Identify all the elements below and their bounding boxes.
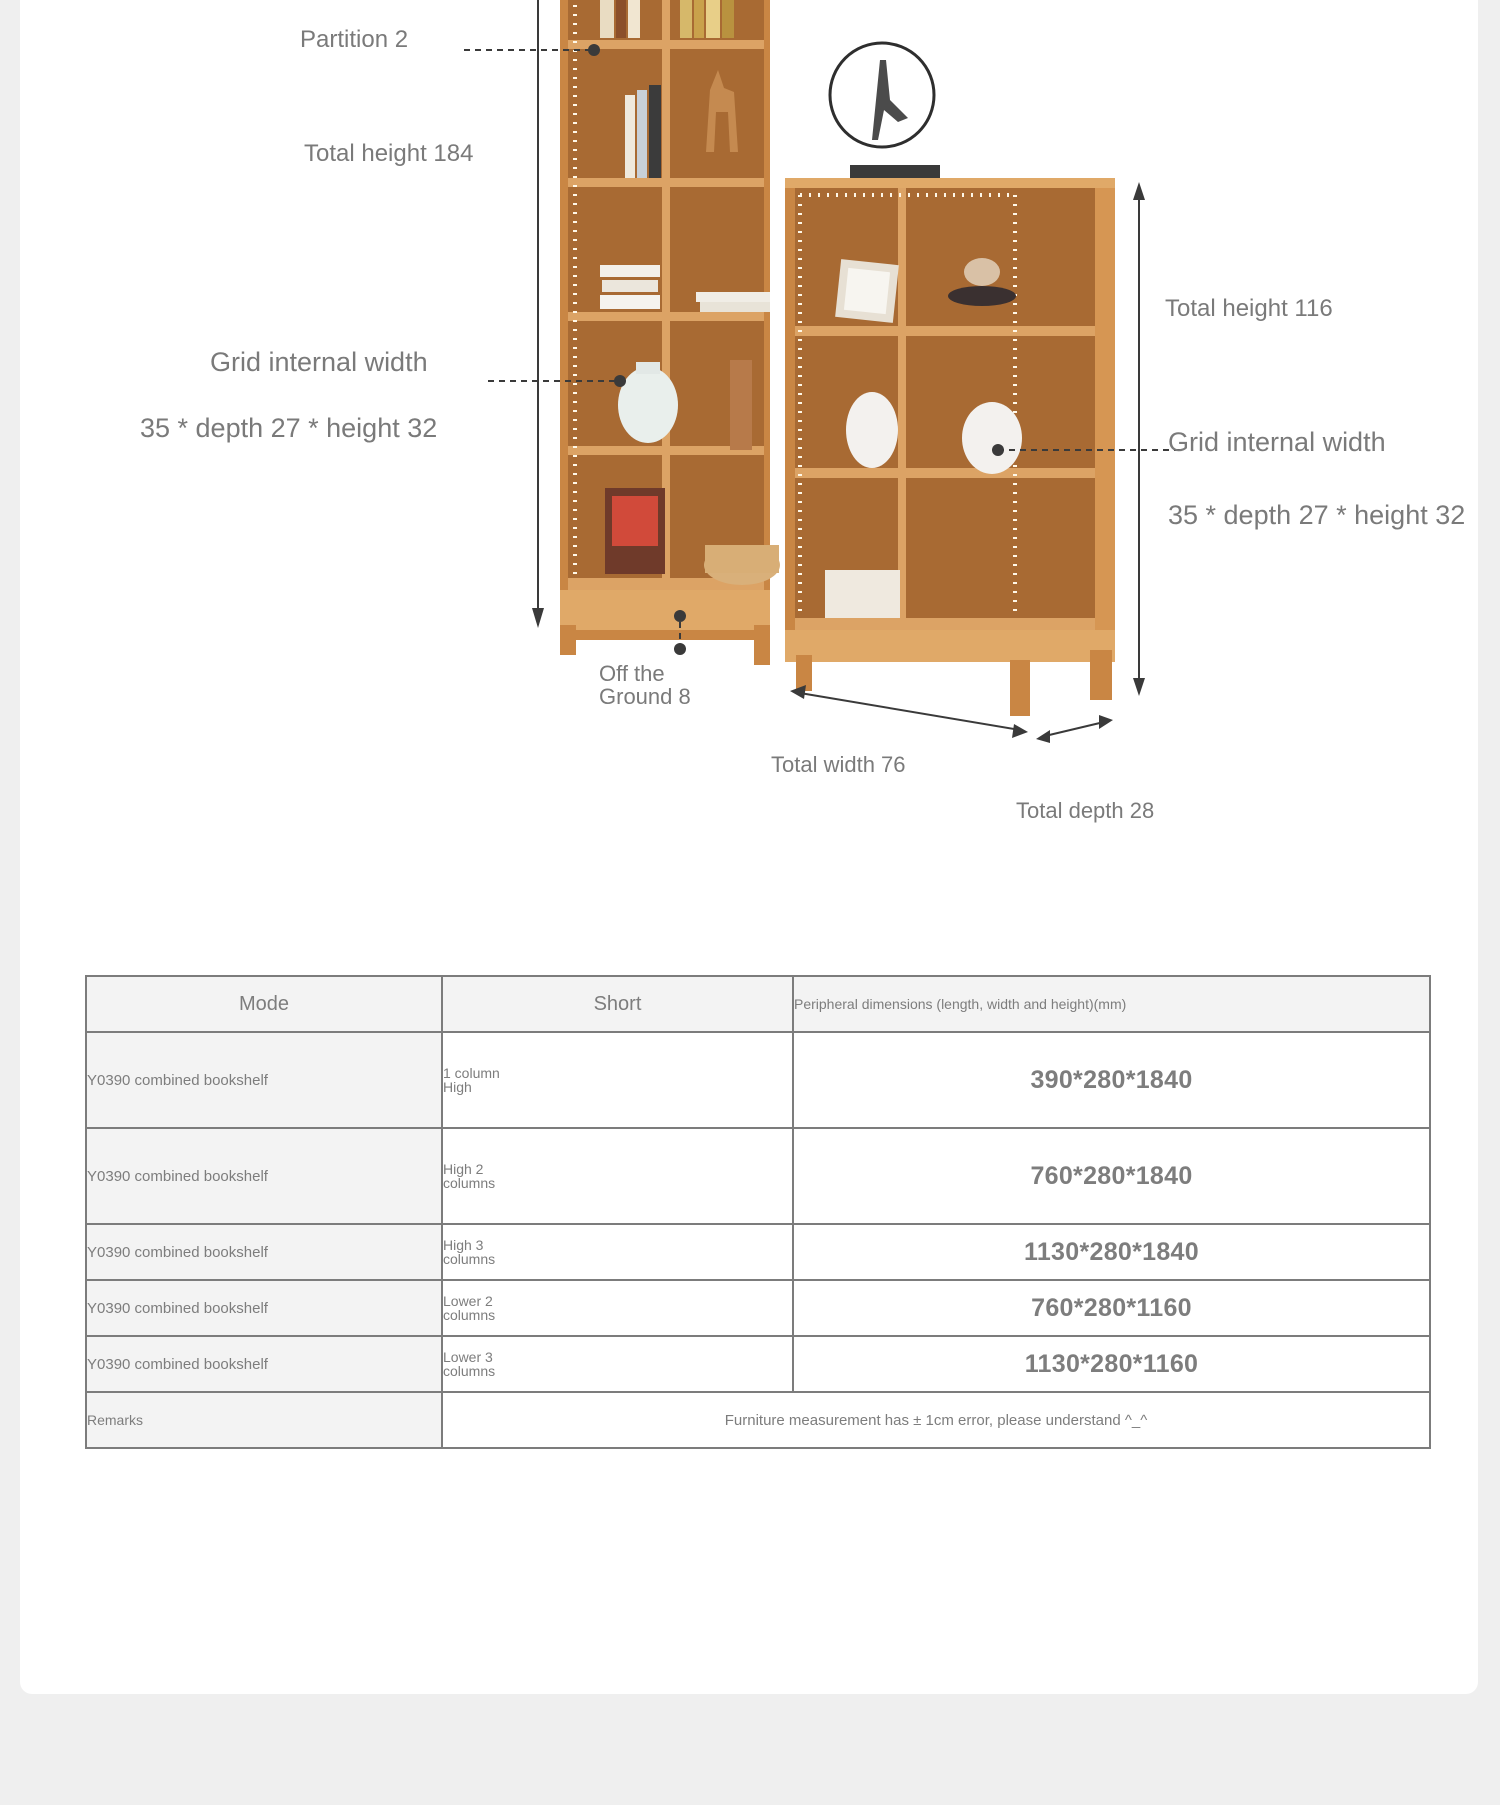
row-model: Y0390 combined bookshelf: [86, 1280, 442, 1336]
table-remark-row: [86, 1392, 1430, 1448]
row-short-line2: columns: [443, 1363, 496, 1379]
row-short-line2: columns: [443, 1175, 496, 1191]
row-short-line2: High: [443, 1079, 472, 1095]
row-dimensions: 390*280*1840: [793, 1032, 1430, 1128]
partition-label: Partition 2: [300, 26, 409, 53]
row-dimensions: 760*280*1160: [793, 1280, 1430, 1336]
header-short: Short: [442, 976, 793, 1032]
spec-table: [85, 975, 1431, 1449]
header-peripheral: Peripheral dimensions (length, width and height)(mm): [793, 976, 1430, 1032]
ballerina-sculpture: [830, 43, 940, 179]
grid-width-right-title: Grid internal width: [1168, 427, 1386, 457]
total-width-label: Total width 76: [771, 752, 906, 777]
remark-text: Furniture measurement has ± 1cm error, please understand ^_^: [442, 1392, 1430, 1448]
remark-label: Remarks: [86, 1392, 442, 1448]
table-row: [86, 1128, 1430, 1224]
row-short-line2: columns: [443, 1251, 496, 1267]
table-row: [86, 1336, 1430, 1392]
row-short-line2: columns: [443, 1307, 496, 1323]
row-short: [442, 1280, 793, 1336]
row-model: Y0390 combined bookshelf: [86, 1336, 442, 1392]
dimension-diagram: [20, 0, 1478, 900]
product-card: [20, 0, 1478, 1694]
off-ground-line1: Off the: [599, 661, 665, 686]
row-short-line1: Lower 2: [443, 1293, 493, 1309]
total-height-tall-label: Total height 184: [304, 140, 474, 167]
row-model: Y0390 combined bookshelf: [86, 1128, 442, 1224]
short-bookshelf: [785, 178, 1115, 716]
table-row: [86, 1032, 1430, 1128]
table-row: [86, 1280, 1430, 1336]
row-short-line1: Lower 3: [443, 1349, 493, 1365]
row-short-line1: High 3: [443, 1237, 484, 1253]
total-height-short-label: Total height 116: [1165, 295, 1333, 322]
header-mode: Mode: [86, 976, 442, 1032]
table-header-row: [86, 976, 1430, 1032]
grid-width-left-title: Grid internal width: [210, 347, 428, 377]
row-short-line1: High 2: [443, 1161, 484, 1177]
row-short: [442, 1224, 793, 1280]
row-short: [442, 1128, 793, 1224]
row-model: Y0390 combined bookshelf: [86, 1032, 442, 1128]
row-dimensions: 760*280*1840: [793, 1128, 1430, 1224]
row-short: [442, 1336, 793, 1392]
total-depth-label: Total depth 28: [1016, 798, 1155, 823]
tall-bookshelf: [560, 0, 780, 665]
grid-width-right-detail: 35 * depth 27 * height 32: [1168, 500, 1466, 530]
row-dimensions: 1130*280*1160: [793, 1336, 1430, 1392]
off-ground-line2: Ground 8: [599, 684, 691, 709]
off-ground-label: [599, 662, 691, 708]
row-dimensions: 1130*280*1840: [793, 1224, 1430, 1280]
row-short: [442, 1032, 793, 1128]
table-row: [86, 1224, 1430, 1280]
grid-width-left-detail: 35 * depth 27 * height 32: [140, 413, 438, 443]
row-short-line1: 1 column: [443, 1065, 500, 1081]
row-model: Y0390 combined bookshelf: [86, 1224, 442, 1280]
